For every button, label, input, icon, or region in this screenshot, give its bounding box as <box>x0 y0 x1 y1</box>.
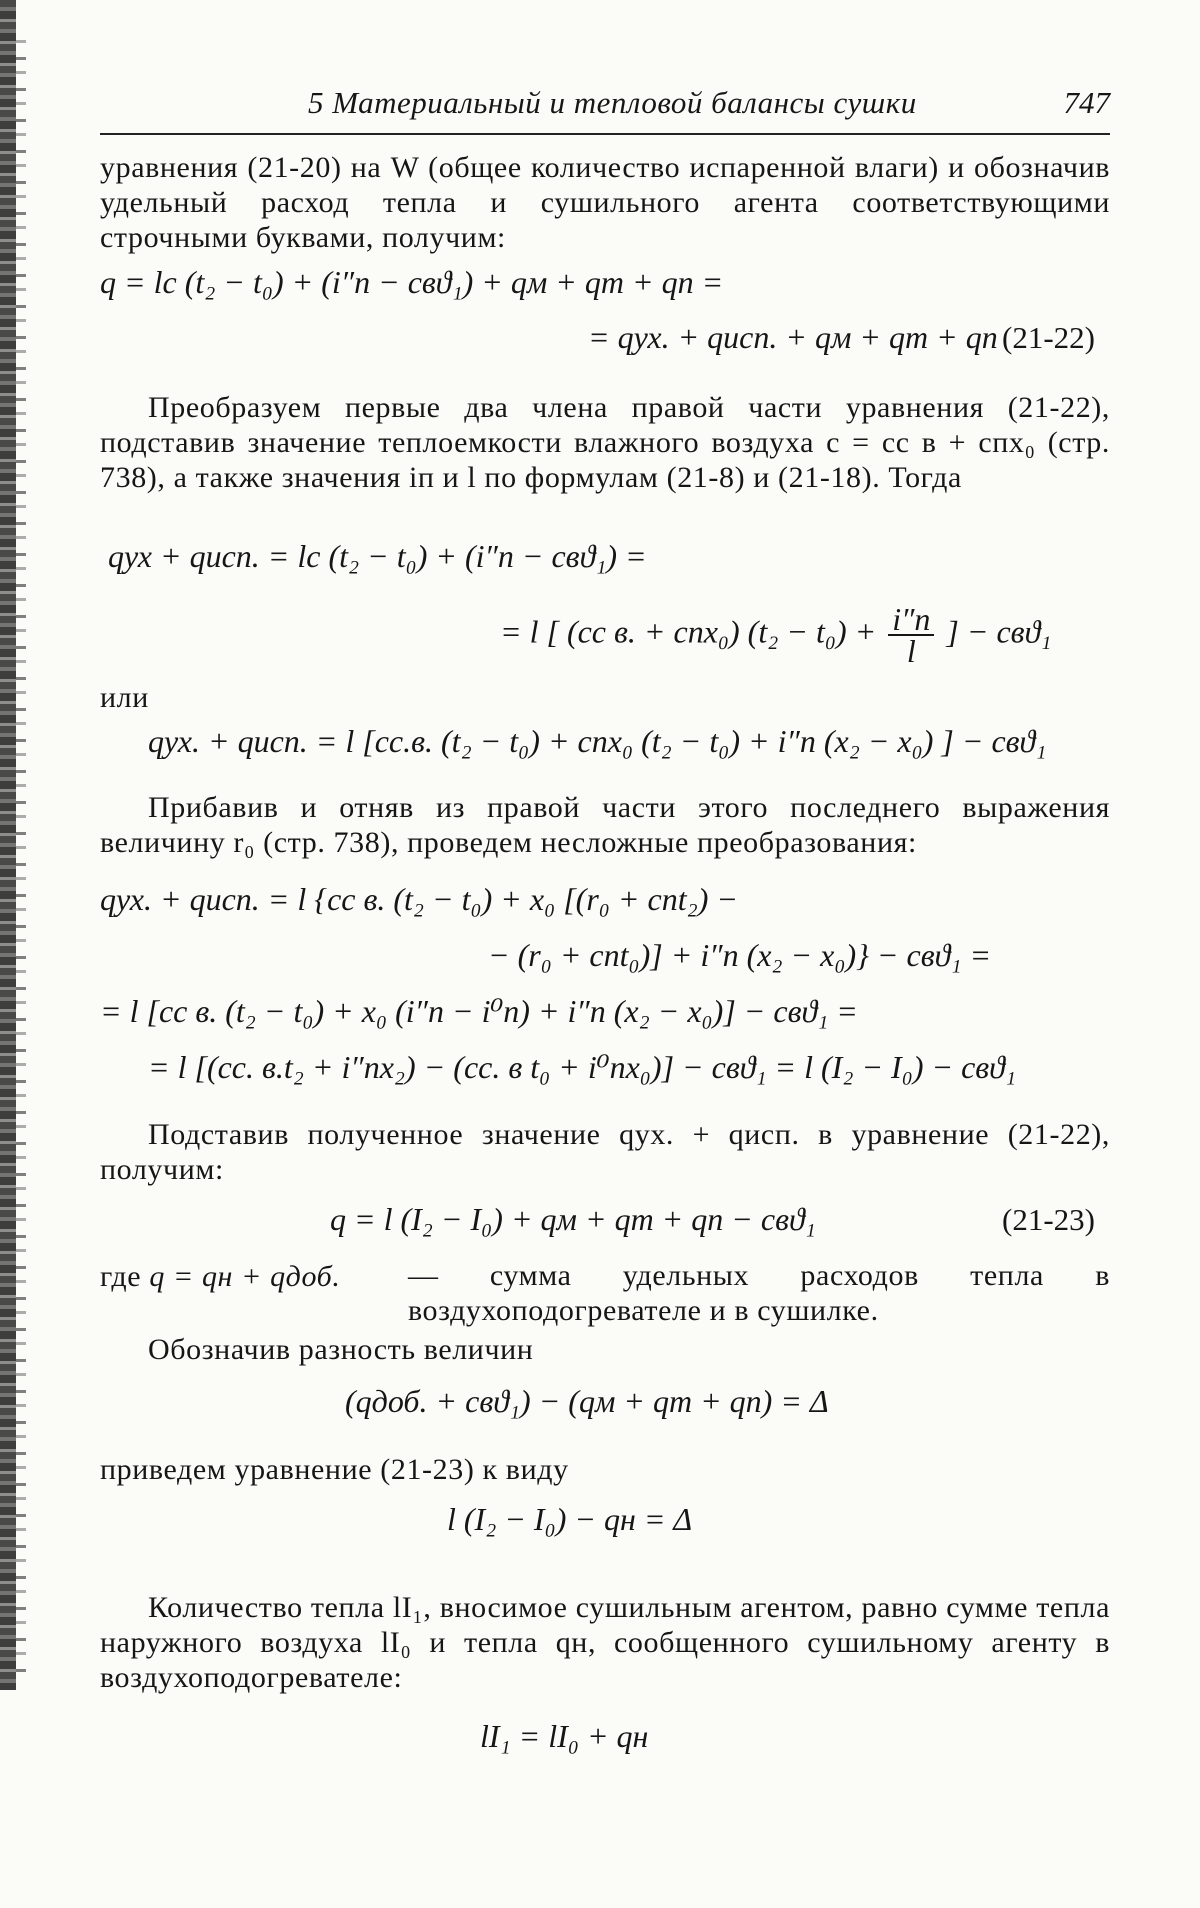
equation-a-fraction <box>888 601 934 669</box>
word-or: или <box>100 681 149 714</box>
fraction-denominator: l <box>906 633 916 669</box>
paragraph-4: Подставив полученное значение qух. + qисп. в уравнение (21-22), получим: <box>100 1118 1110 1186</box>
equation-a-left: = l [ (cс в. + cпx₀) (t₂ − t₀) + <box>500 613 877 650</box>
equation-c-line-4: = l [(cс. в.t₂ + i″пx₂) − (cс. в t₀ + i⁰пx₀)] − cвϑ₁ = l (I₂ − I₀) − cвϑ₁ <box>148 1049 1016 1085</box>
paragraph-5: Обозначив разность величин <box>148 1333 534 1366</box>
equation-c-line-3: = l [cс в. (t₂ − t₀) + x₀ (i″п − i⁰п) + i″п (x₂ − x₀)] − cвϑ₁ = <box>100 993 858 1029</box>
paragraph-2: Преобразуем первые два члена правой части уравнения (21-22), подставив значение теплоемкости влажного воздуха c = cс в + cпx₀ (стр. 738), а также значения iп и l по формулам (21-8) и (21-18). Тогда <box>100 391 1110 494</box>
equation-a-line-1: qух + qисп. = lc (t₂ − t₀) + (i″п − cвϑ₁) = <box>108 538 647 574</box>
equation-21-22-line-2: = qух. + qисп. + qм + qт + qп <box>588 319 998 355</box>
page-binding-edge <box>0 0 16 1690</box>
fraction-numerator: i″п <box>888 604 934 636</box>
equation-delta: (qдоб. + cвϑ₁) − (qм + qт + qп) = Δ <box>345 1383 829 1419</box>
paragraph-1: уравнения (21-20) на W (общее количество испаренной влаги) и обозначив удельный расход тепла и сушильного агента соответствующими строчными буквами, получим: <box>100 151 1110 254</box>
page-number: 747 <box>1063 85 1110 120</box>
equation-number-21-22: (21-22) <box>1002 320 1095 355</box>
where-formula: q = qн + qдоб. <box>149 1260 341 1293</box>
header-rule <box>100 133 1110 135</box>
equation-a-right: ] − cвϑ₁ <box>946 613 1052 650</box>
equation-number-21-23: (21-23) <box>1002 1202 1095 1237</box>
page-header <box>100 85 1110 131</box>
paragraph-7: Количество тепла lI₁, вносимое сушильным агентом, равно сумме тепла наружного воздуха lI₀ и тепла qн, сообщенного сушильному агенту в воздухоподогревателе: <box>100 1591 1110 1694</box>
equation-c-line-1: qух. + qисп. = l {cс в. (t₂ − t₀) + x₀ [(r₀ + cпt₂) − <box>100 881 738 917</box>
paragraph-3: Прибавив и отняв из правой части этого последнего выражения величину r₀ (стр. 738), проведем несложные преобразования: <box>100 791 1110 859</box>
running-title: 5 Материальный и тепловой балансы сушки <box>308 85 917 120</box>
equation-21-22-line-1: q = lc (t₂ − t₀) + (i″п − cвϑ₁) + qм + qт + qп = <box>100 264 724 300</box>
equation-c-line-2: − (r₀ + cпt₀)] + i″п (x₂ − x₀)} − cвϑ₁ = <box>488 937 992 973</box>
equation-b: qух. + qисп. = l [cс.в. (t₂ − t₀) + cпx₀ (t₂ − t₀) + i″п (x₂ − x₀) ] − cвϑ₁ <box>148 723 1047 759</box>
equation-a-line-2 <box>500 601 1052 669</box>
equation-delta-2: l (I₂ − I₀) − qн = Δ <box>447 1501 693 1537</box>
page-binding-shadow <box>16 40 26 1680</box>
equation-final: lI₁ = lI₀ + qн <box>480 1718 649 1754</box>
equation-21-23: q = l (I₂ − I₀) + qм + qт + qп − cвϑ₁ <box>330 1201 816 1237</box>
paragraph-6: приведем уравнение (21-23) к виду <box>100 1453 569 1486</box>
where-label: где <box>100 1260 142 1293</box>
where-description: — сумма удельных расходов тепла в воздухоподогревателе и в сушилке. <box>408 1259 1110 1327</box>
